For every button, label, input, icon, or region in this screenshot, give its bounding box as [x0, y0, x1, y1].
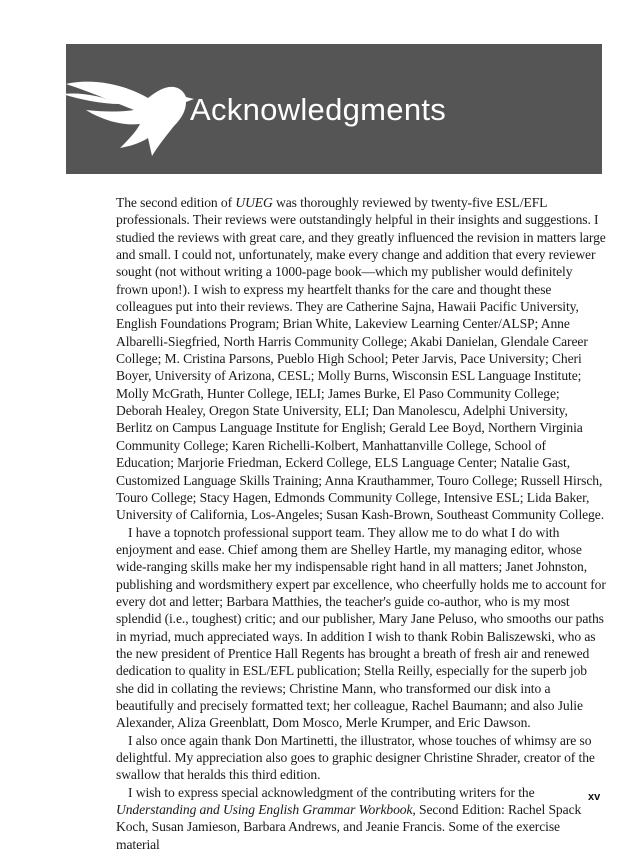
page-number: xv [588, 791, 601, 803]
paragraph-illustrator: I also once again thank Don Martinetti, the illustrator, whose touches of whimsy are so delightful. My appreciation also goes to graphic designer Christine Shrader, creator of the swallow that heralds this third edition. [116, 732, 595, 783]
page-title: Acknowledgments [190, 92, 447, 127]
paragraph-reviewers: The second edition of UUEG was thoroughly reviewed by twenty-five ESL/EFL professionals. Their reviews were outstandingly helpful in their insights and suggestions. I studied the reviews with great care, and they greatly influenced the revision in matters large and small. I could not, unfortunately, make every change and addition that every reviewer sought (not without writing a 1000-page book—which my publisher would definitely frown upon!). I wish to express my heartfelt thanks for the care and thought these colleagues put into their reviews. They are Catherine Sajna, Hawaii Pacific University, English Foundations Program; Brian White, Lakeview Learning Center/ALSP; Anne Albarelli-Siegfried, North Harris Community College; Akabi Danielan, Glendale Career College; M. Cristina Parsons, Pueblo High School; Peter Jarvis, Pace University; Cheri Boyer, University of Arizona, CESL; Molly Burns, Wisconsin ESL Language Institute; Molly McGrath, Hunter College, IELI; James Burke, El Paso Community College; Deborah Healey, Oregon State University, ELI; Dan Manolescu, Adelphi University, Berlitz on Campus Language Institute for English; Gerald Lee Boyd, Northern Virginia Community College; Karen Richelli-Kolbert, Manhattanville College, School of Education; Marjorie Friedman, Eckerd College, ELS Language Center; Natalie Gast, Customized Language Skills Training; Anna Krauthammer, Touro College; Russell Hirsch, Touro College; Stacy Hagen, Edmonds Community College, Intensive ESL; Lida Baker, University of California, Los-Angeles; Susan Kash-Brown, Southeast Community College. [116, 195, 606, 523]
acknowledgments-body [116, 194, 606, 853]
paragraph-support-team: I have a topnotch professional support team. They allow me to do what I do with enjoyment and ease. Chief among them are Shelley Hartle, my managing editor, whose wide-ranging skills make her my indispensable right hand in all matters; Janet Johnston, publishing and wordsmithery expert par excellence, who cheerfully holds me to account for every dot and letter; Barbara Matthies, the teacher's guide co-author, who is my most splendid (i.e., toughest) critic; and our publisher, Mary Jane Peluso, who smooths our paths in myriad, much appreciated ways. In addition I wish to thank Robin Baliszewski, who as the new president of Prentice Hall Regents has brought a breath of fresh air and renewed dedication to quality in ESL/EFL publication; Stella Reilly, especially for the superb job she did in collating the reviews; Christine Mann, who transformed our disk into a beautifully and precisely formatted text; her colleague, Rachel Baumann; and also Julie Alexander, Aliza Greenblatt, Dom Mosco, Merle Krumper, and Eric Dawson. [116, 524, 606, 731]
paragraph-contributing-writers: I wish to express special acknowledgment of the contributing writers for the Understanding and Using English Grammar Workbook, Second Edition: Rachel Spack Koch, Susan Jamieson, Barbara Andrews, and Jeanie Francis. Some of the exercise material [116, 784, 582, 852]
